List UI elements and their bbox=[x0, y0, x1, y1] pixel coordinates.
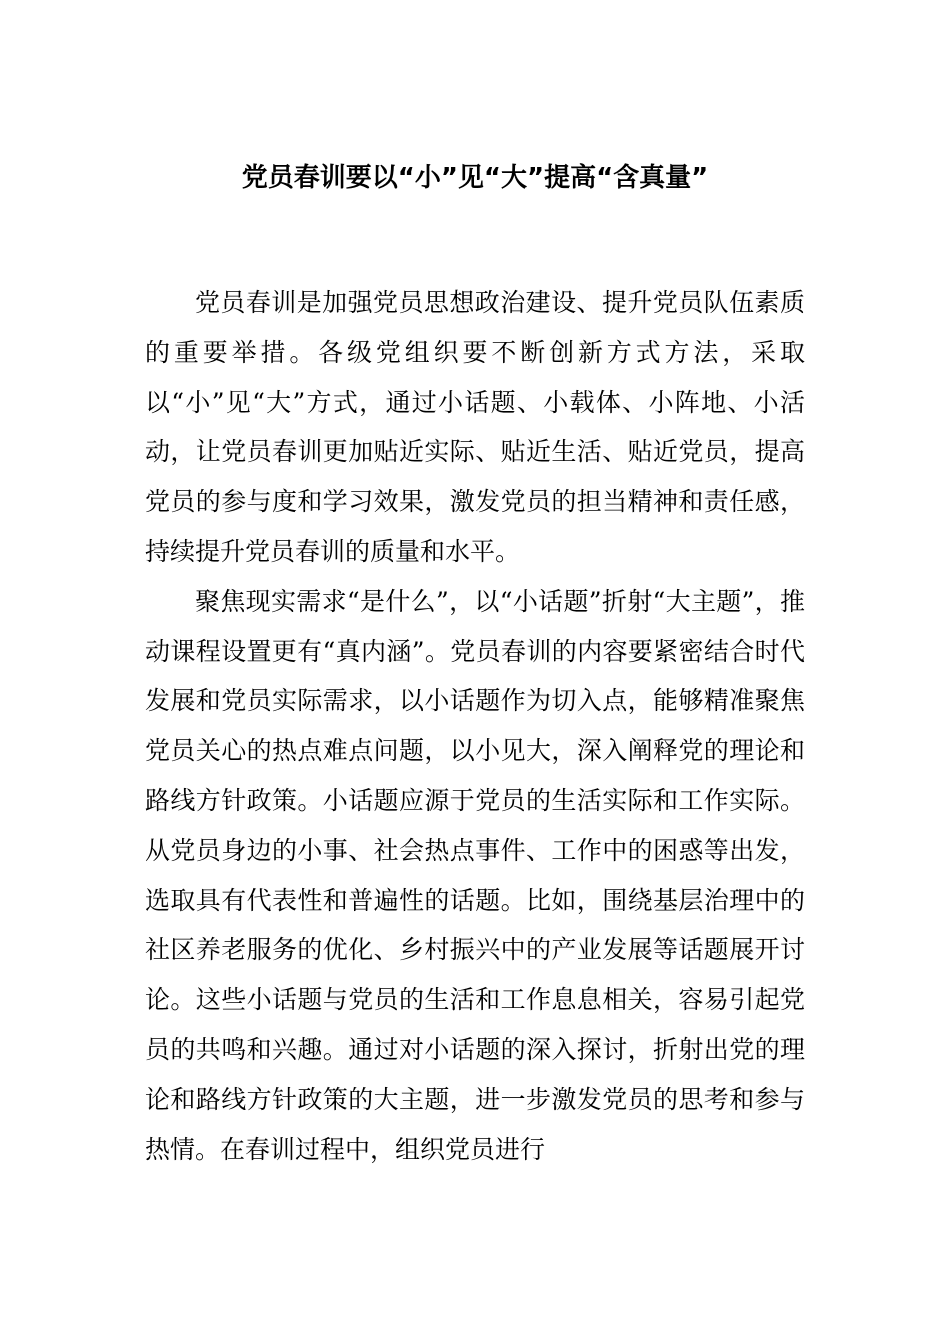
paragraph-focus-needs: 聚焦现实需求“是什么”，以“小话题”折射“大主题”，推动课程设置更有“真内涵”。党员春训的内容要紧密结合时代发展和党员实际需求，以小话题作为切入点，能够精准聚焦党员关心的热点难点问题，以小见大，深入阐释党的理论和路线方针政策。小话题应源于党员的生活实际和工作实际。从党员身边的小事、社会热点事件、工作中的困惑等出发，选取具有代表性和普遍性的话题。比如，围绕基层治理中的社区养老服务的优化、乡村振兴中的产业发展等话题展开讨论。这些小话题与党员的生活和工作息息相关，容易引起党员的共鸣和兴趣。通过对小话题的深入探讨，折射出党的理论和路线方针政策的大主题，进一步激发党员的思考和参与热情。在春训过程中，组织党员进行 bbox=[145, 586, 805, 1164]
document-title: 党员春训要以“小”见“大”提高“含真量” bbox=[241, 163, 709, 193]
document-body bbox=[145, 278, 805, 1174]
paragraph-intro: 党员春训是加强党员思想政治建设、提升党员队伍素质的重要举措。各级党组织要不断创新方式方法，采取以“小”见“大”方式，通过小话题、小载体、小阵地、小活动，让党员春训更加贴近实际、贴近生活、贴近党员，提高党员的参与度和学习效果，激发党员的担当精神和责任感，持续提升党员春训的质量和水平。 bbox=[145, 288, 805, 566]
